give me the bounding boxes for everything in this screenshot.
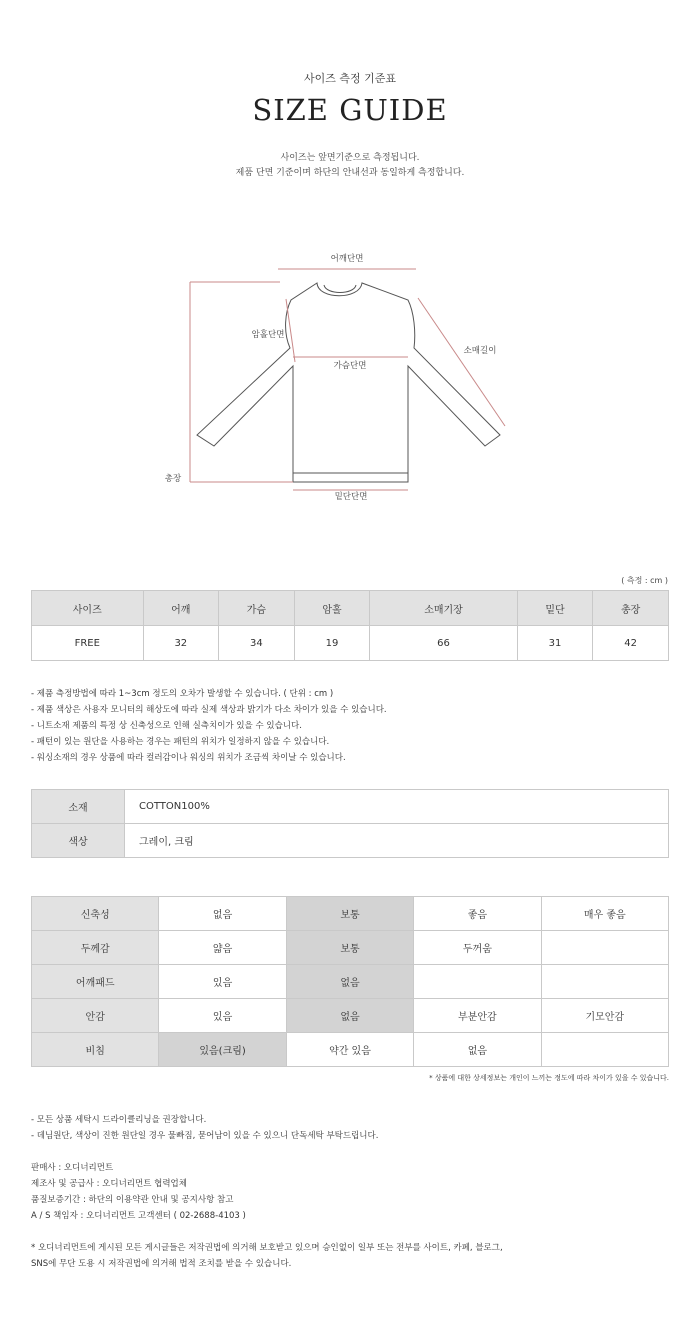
- feel-option-selected: 보통: [286, 897, 413, 931]
- feel-row-thickness: [32, 931, 669, 965]
- size-header-cell: 어깨: [143, 591, 219, 626]
- page-title: SIZE GUIDE: [252, 93, 448, 127]
- material-label: 소재: [32, 790, 125, 824]
- copyright-line: SNS에 무단 도용 시 저작권법에 의거해 법적 조치를 받을 수 있습니다.: [31, 1259, 292, 1269]
- size-header-cell: 소매기장: [370, 591, 517, 626]
- info-line: 판매사 : 오디너리먼트: [31, 1163, 114, 1173]
- size-cell: 42: [593, 626, 669, 661]
- armhole-guide-line: [286, 299, 295, 362]
- unit-note: ( 측정 : cm ): [621, 576, 668, 585]
- feel-option-selected: 있음(크림): [159, 1033, 286, 1067]
- feel-option: 매우 좋음: [541, 897, 668, 931]
- feel-option: 있음: [159, 965, 286, 999]
- feel-option: 부분안감: [414, 999, 541, 1033]
- material-table: [31, 789, 669, 858]
- feel-label: 두께감: [32, 931, 159, 965]
- feel-option: 없음: [414, 1033, 541, 1067]
- length-label: 총장: [164, 474, 182, 484]
- color-label: 색상: [32, 824, 125, 858]
- feel-option: [541, 965, 668, 999]
- shoulder-label: 어깨단면: [330, 254, 364, 264]
- color-value: 그레이, 크림: [125, 824, 669, 858]
- feel-option: 있음: [159, 999, 286, 1033]
- feel-table-note: * 상품에 대한 상세정보는 개인이 느끼는 정도에 따라 차이가 있을 수 있습니다.: [429, 1074, 669, 1082]
- size-cell: 66: [370, 626, 517, 661]
- note-line: - 워싱소재의 경우 상품에 따라 컬러감이나 워싱의 위치가 조금씩 차이날 수 있습니다.: [31, 753, 346, 763]
- info-line: A / S 책임자 : 오디너리먼트 고객센터 ( 02-2688-4103 ): [31, 1211, 246, 1221]
- measurement-notes: [31, 686, 387, 766]
- copyright-line: * 오디너리먼트에 게시된 모든 게시글들은 저작권법에 의거해 보호받고 있으며 승인없이 일부 또는 전부를 사이트, 카페, 블로그,: [31, 1243, 503, 1253]
- color-row: [32, 824, 669, 858]
- size-header-cell: 암홀: [294, 591, 370, 626]
- size-table: [31, 590, 669, 661]
- feel-option: [541, 1033, 668, 1067]
- note-line: - 제품 측정방법에 따라 1~3cm 정도의 오차가 발생할 수 있습니다. ( 단위 : cm ): [31, 689, 334, 699]
- sleeve-guide-line: [418, 298, 505, 426]
- note-line: - 패턴이 있는 원단을 사용하는 경우는 패턴의 위치가 일정하지 않을 수 있습니다.: [31, 737, 330, 747]
- armhole-label: 암홀단면: [251, 330, 285, 340]
- intro-line: 사이즈는 앞면기준으로 측정됩니다.: [280, 153, 420, 163]
- size-table-header: [32, 591, 669, 626]
- info-line: 품질보증기간 : 하단의 이용약관 안내 및 공지사항 참고: [31, 1195, 234, 1205]
- size-header-cell: 총장: [593, 591, 669, 626]
- feel-row-lining: [32, 999, 669, 1033]
- sleeve-label: 소매길이: [463, 346, 497, 356]
- feel-option: 기모안감: [541, 999, 668, 1033]
- note-line: - 니트소재 제품의 특정 상 신축성으로 인해 실측치이가 있을 수 있습니다.: [31, 721, 302, 731]
- note-line: - 제품 색상은 사용자 모니터의 해상도에 따라 실제 색상과 밝기가 다소 차이가 있을 수 있습니다.: [31, 705, 387, 715]
- fabric-feel-table: [31, 896, 669, 1067]
- size-cell: 31: [517, 626, 593, 661]
- page-subtitle: 사이즈 측정 기준표: [303, 72, 396, 85]
- size-header-cell: 가슴: [219, 591, 295, 626]
- size-cell: 19: [294, 626, 370, 661]
- feel-option: [414, 965, 541, 999]
- feel-option-selected: 보통: [286, 931, 413, 965]
- feel-option: 없음: [159, 897, 286, 931]
- size-table-row: [32, 626, 669, 661]
- hem-label: 밑단단면: [334, 492, 368, 502]
- material-value: COTTON100%: [125, 790, 669, 824]
- feel-label: 신축성: [32, 897, 159, 931]
- care-line: - 데님원단, 색상이 진한 원단일 경우 물빠짐, 묻어남이 있을 수 있으니 단독세탁 부탁드립니다.: [31, 1131, 379, 1141]
- feel-option: 두꺼움: [414, 931, 541, 965]
- feel-option: 약간 있음: [286, 1033, 413, 1067]
- material-row: [32, 790, 669, 824]
- feel-row-sheerness: [32, 1033, 669, 1067]
- feel-label: 안감: [32, 999, 159, 1033]
- feel-option: [541, 931, 668, 965]
- feel-option-selected: 없음: [286, 965, 413, 999]
- sweater-outline: [197, 283, 500, 482]
- size-header-cell: 밑단: [517, 591, 593, 626]
- feel-label: 비침: [32, 1033, 159, 1067]
- copyright-notice: [31, 1240, 503, 1272]
- feel-row-shoulder-pad: [32, 965, 669, 999]
- feel-option-selected: 없음: [286, 999, 413, 1033]
- care-notes: [31, 1112, 378, 1144]
- size-cell: 34: [219, 626, 295, 661]
- feel-label: 어깨패드: [32, 965, 159, 999]
- feel-option: 얇음: [159, 931, 286, 965]
- guide-lines: [190, 269, 505, 490]
- feel-option: 좋음: [414, 897, 541, 931]
- info-line: 제조사 및 공급사 : 오디너리먼트 협력업체: [31, 1179, 187, 1189]
- chest-label: 가슴단면: [333, 361, 367, 371]
- size-cell: FREE: [32, 626, 144, 661]
- size-cell: 32: [143, 626, 219, 661]
- seller-info: [31, 1160, 246, 1224]
- measurement-diagram: [150, 240, 550, 510]
- size-header-cell: 사이즈: [32, 591, 144, 626]
- intro-line: 제품 단면 기준이며 하단의 안내선과 동일하게 측정합니다.: [235, 168, 465, 178]
- feel-row-stretch: [32, 897, 669, 931]
- care-line: - 모든 상품 세탁시 드라이클리닝을 권장합니다.: [31, 1115, 207, 1125]
